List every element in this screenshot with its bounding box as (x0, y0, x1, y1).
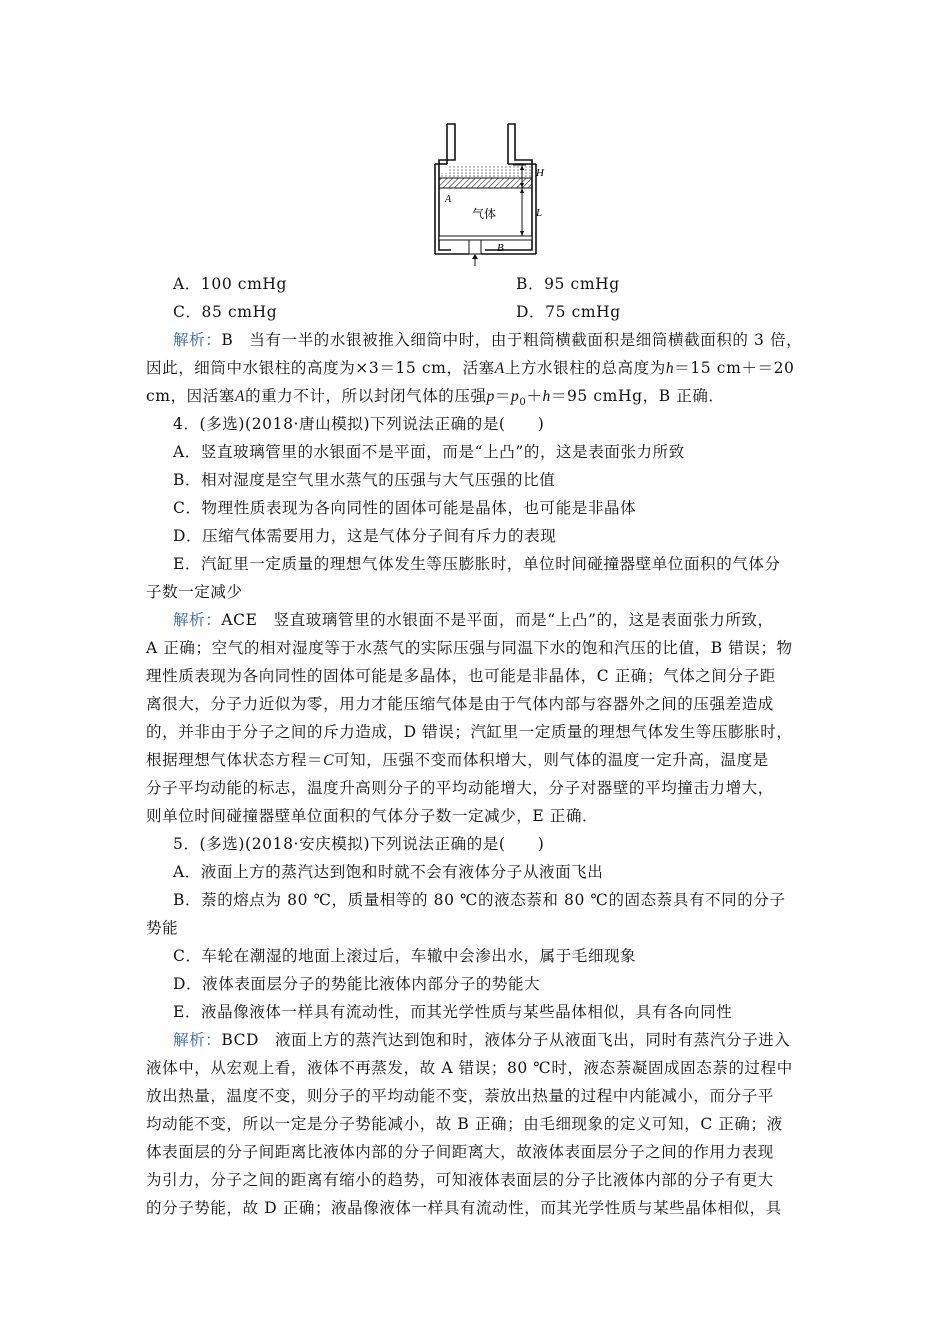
q4-option-e-line2: 子数一定减少 (146, 583, 243, 601)
q4-analysis-line4: 离很大，分子力近似为零，用力才能压缩气体是由于气体内部与容器外之间的压强差造成 (146, 695, 774, 713)
q5-analysis-line1: 解析：BCD 液面上方的蒸汽达到饱和时，液体分子从液面飞出，同时有蒸汽分子进入 (173, 1031, 791, 1049)
q5-analysis-line3: 放出热量，温度不变，则分子的平均动能不变，萘放出热量的过程中内能减小，而分子平 (146, 1087, 774, 1105)
q5-option-d: D．液体表面层分子的势能比液体内部分子的势能大 (173, 975, 541, 993)
q4-option-a: A．竖直玻璃管里的水银面不是平面，而是“上凸”的，这是表面张力所致 (173, 443, 685, 461)
q4-analysis-line3: 理性质表现为各向同性的固体可能是多晶体，也可能是非晶体，C 正确；气体之间分子距 (146, 667, 776, 685)
q4-analysis-line6: 根据理想气体状态方程＝C可知，压强不变而体积增大，则气体的温度一定升高，温度是 (146, 751, 769, 769)
q4-analysis-line2: A 正确；空气的相对湿度等于水蒸气的实际压强与同温下水的饱和汽压的比值，B 错误；物 (146, 639, 793, 657)
cylinder-diagram (405, 118, 565, 268)
q4-option-d: D．压缩气体需要用力，这是气体分子间有斥力的表现 (173, 527, 557, 545)
q5-analysis-line2: 液体中，从宏观上看，液体不再蒸发，故 A 错误；80 ℃时，液态萘凝固成固态萘的过程中 (146, 1059, 793, 1077)
q4-stem: 4．(多选)(2018·唐山模拟)下列说法正确的是( ) (173, 415, 545, 433)
q3-options-row2 (173, 298, 843, 326)
q3-analysis-line2: 因此，细筒中水银柱的高度为×3＝15 cm，活塞A上方水银柱的总高度为h＝15 cm＋＝20 (146, 359, 795, 377)
label-h: H (536, 167, 544, 179)
q5-option-b-line1: B．萘的熔点为 80 ℃，质量相等的 80 ℃的液态萘和 80 ℃的固态萘具有不同的分子 (173, 891, 786, 909)
q5-analysis-line5: 体表面层的分子间距离比液体内部的分子间距离大，故液体表面层分子之间的作用力表现 (146, 1143, 774, 1161)
q5-analysis-line4: 均动能不变，所以一定是分子势能减小，故 B 正确；由毛细现象的定义可知，C 正确；液 (146, 1115, 783, 1133)
q4-option-e-line1: E．汽缸里一定质量的理想气体发生等压膨胀时，单位时间碰撞器壁单位面积的气体分 (173, 555, 781, 573)
q5-analysis-line7: 的分子势能，故 D 正确；液晶像液体一样具有流动性，而其光学性质与某些晶体相似，具 (146, 1199, 782, 1217)
q3-option-c: C．85 cmHg (173, 303, 278, 321)
q4-option-b: B．相对湿度是空气里水蒸气的压强与大气压强的比值 (173, 471, 556, 489)
q3-option-a: A．100 cmHg (173, 275, 288, 293)
gas-label: 气体 (472, 207, 497, 221)
q3-analysis-line3: cm，因活塞A的重力不计，所以封闭气体的压强$p=p_0+h=95$ cmHg，B 正确． (146, 387, 725, 409)
label-a: A (445, 194, 452, 205)
q4-analysis-line5: 的，并非由于分子之间的斥力造成，D 错误；汽缸里一定质量的理想气体发生等压膨胀时， (146, 723, 793, 741)
q5-option-e: E．液晶像液体一样具有流动性，而其光学性质与某些晶体相似，具有各向同性 (173, 1003, 733, 1021)
q3-options-row1 (173, 270, 843, 298)
q5-option-b-line2: 势能 (146, 919, 179, 937)
q4-analysis-line1: 解析：ACE 竖直玻璃管里的水银面不是平面，而是“上凸”的，这是表面张力所致， (173, 611, 774, 629)
q3-option-d: D．75 cmHg (516, 303, 621, 321)
label-b: B (497, 242, 504, 254)
cylinder-walls (435, 124, 536, 254)
q3-analysis-line1: 解析：B 当有一半的水银被推入细筒中时，由于粗筒横截面积是细筒横截面积的 3 倍， (173, 331, 803, 349)
q5-option-a: A．液面上方的蒸汽达到饱和时就不会有液体分子从液面飞出 (173, 863, 604, 881)
label-l: L (536, 207, 543, 219)
q4-analysis-line8: 则单位时间碰撞器壁单位面积的气体分子数一定减少，E 正确． (146, 807, 599, 825)
piston-a (439, 178, 532, 188)
q5-stem: 5．(多选)(2018·安庆模拟)下列说法正确的是( ) (173, 835, 545, 853)
q5-option-c: C．车轮在潮湿的地面上滚过后，车辙中会渗出水，属于毛细现象 (173, 947, 637, 965)
q5-analysis-line6: 为引力，分子之间的距离有缩小的趋势，可知液体表面层的分子比液体内部的分子有更大 (146, 1171, 774, 1189)
piston-b (439, 236, 532, 240)
q3-option-b: B．95 cmHg (516, 275, 620, 293)
q4-analysis-line7: 分子平均动能的标志，温度升高则分子的平均动能增大，分子对器壁的平均撞击力增大， (146, 779, 774, 797)
q4-option-c: C．物理性质表现为各向同性的固体可能是晶体，也可能是非晶体 (173, 499, 637, 517)
